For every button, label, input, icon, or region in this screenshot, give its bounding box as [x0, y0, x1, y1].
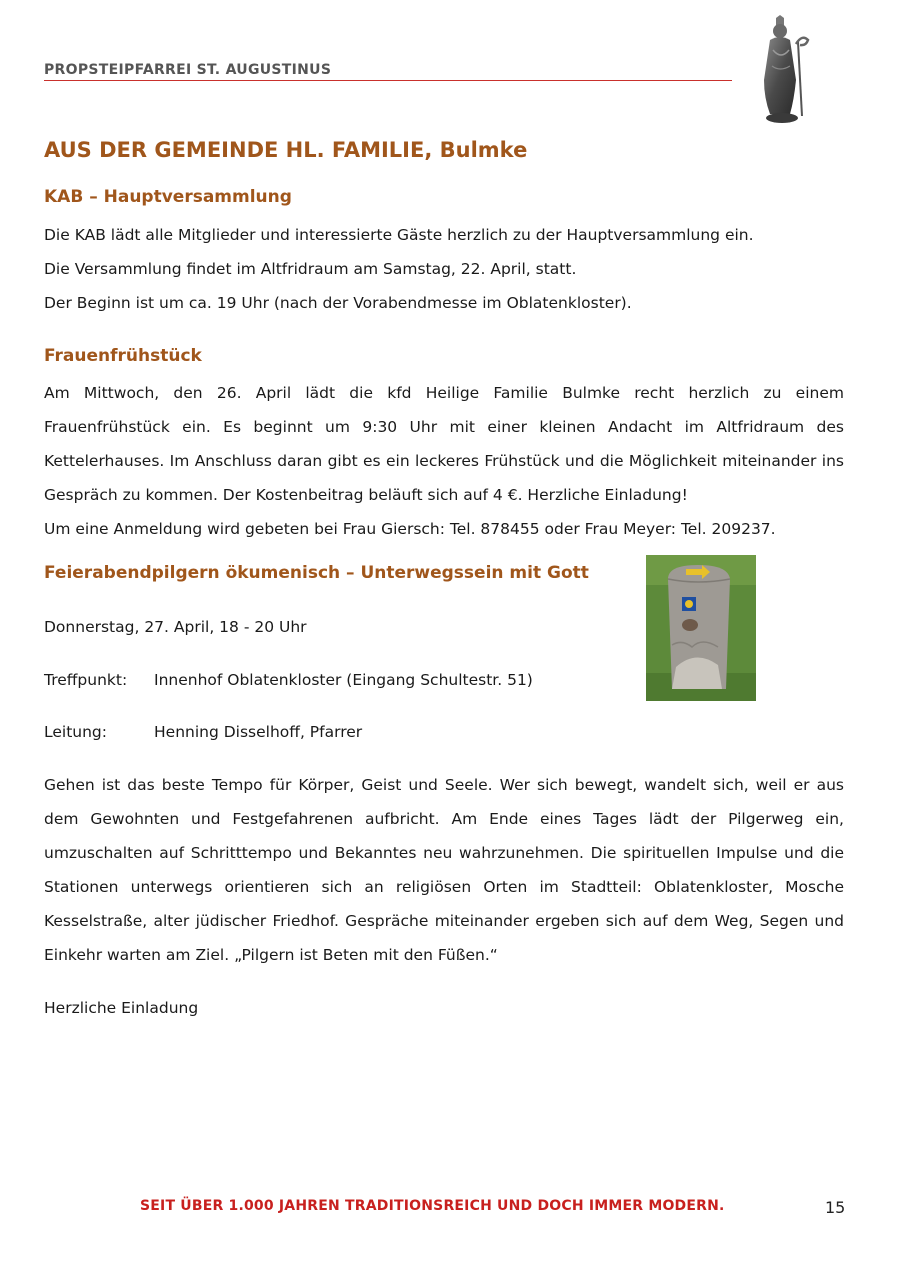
kab-heading: KAB – Hauptversammlung — [44, 187, 292, 207]
pilgern-heading: Feierabendpilgern ökumenisch – Unterwegssein mit Gott — [44, 563, 589, 583]
lead-row — [44, 722, 362, 742]
fruehstueck-body: Am Mittwoch, den 26. April lädt die kfd Heilige Familie Bulmke recht herzlich zu einem Frauenfrühstück ein. Es beginnt um 9:30 Uhr mit einer kleinen Andacht im Altfridraum des Kettelerhauses. Im Anschluss daran gibt es ein leckeres Frühstück und die Möglichkeit miteinander ins Gespräch zu kommen. Der Kostenbeitrag beläuft sich auf 4 €. Herzliche Einladung! — [44, 384, 844, 504]
meeting-point-label: Treffpunkt: — [44, 671, 128, 689]
lead-value: Henning Disselhoff, Pfarrer — [154, 723, 363, 741]
kab-line: Die KAB lädt alle Mitglieder und interessierte Gäste herzlich zu der Hauptversammlung ein. — [44, 226, 754, 244]
kab-line: Die Versammlung findet im Altfridraum am Samstag, 22. April, statt. — [44, 260, 577, 278]
waymarker-stone-image — [646, 555, 756, 701]
pilgern-text — [44, 768, 844, 972]
lead-label: Leitung: — [44, 723, 107, 741]
page-number: 15 — [825, 1198, 846, 1217]
kab-text — [44, 218, 844, 320]
pilgern-body: Gehen ist das beste Tempo für Körper, Geist und Seele. Wer sich bewegt, wandelt sich, weil er aus dem Gewohnten und Festgefahrenen aufbricht. Am Ende eines Tages lädt der Pilgerweg ein, umzuschalten auf Schritttempo und Bekanntes neu wahrzunehmen. Die spirituellen Impulse und die Stationen unterwegs orientieren sich an religiösen Orten im Stadtteil: Oblatenkloster, Mosche Kesselstraße, alter jüdischer Friedhof. Gespräche miteinander ergeben sich auf dem Weg, Segen und Einkehr warten am Ziel. „Pilgern ist Beten mit den Füßen.“ — [44, 776, 844, 964]
parish-header: PROPSTEIPFARREI ST. AUGUSTINUS — [44, 62, 332, 78]
footer-slogan: SEIT ÜBER 1.000 JAHREN TRADITIONSREICH UND DOCH IMMER MODERN. — [140, 1198, 725, 1214]
header-rule — [44, 80, 732, 81]
fruehstueck-heading: Frauenfrühstück — [44, 346, 202, 366]
pilgern-closing: Herzliche Einladung — [44, 999, 199, 1017]
kab-line: Der Beginn ist um ca. 19 Uhr (nach der Vorabendmesse im Oblatenkloster). — [44, 294, 632, 312]
saint-statue-image — [752, 14, 814, 126]
meeting-point-value: Innenhof Oblatenkloster (Eingang Schultestr. 51) — [154, 671, 533, 689]
meeting-point-row — [44, 670, 533, 690]
fruehstueck-text — [44, 376, 844, 546]
section-title: AUS DER GEMEINDE HL. FAMILIE, Bulmke — [44, 138, 528, 162]
fruehstueck-registration: Um eine Anmeldung wird gebeten bei Frau Giersch: Tel. 878455 oder Frau Meyer: Tel. 209237. — [44, 520, 776, 538]
pilgern-date: Donnerstag, 27. April, 18 - 20 Uhr — [44, 618, 307, 636]
